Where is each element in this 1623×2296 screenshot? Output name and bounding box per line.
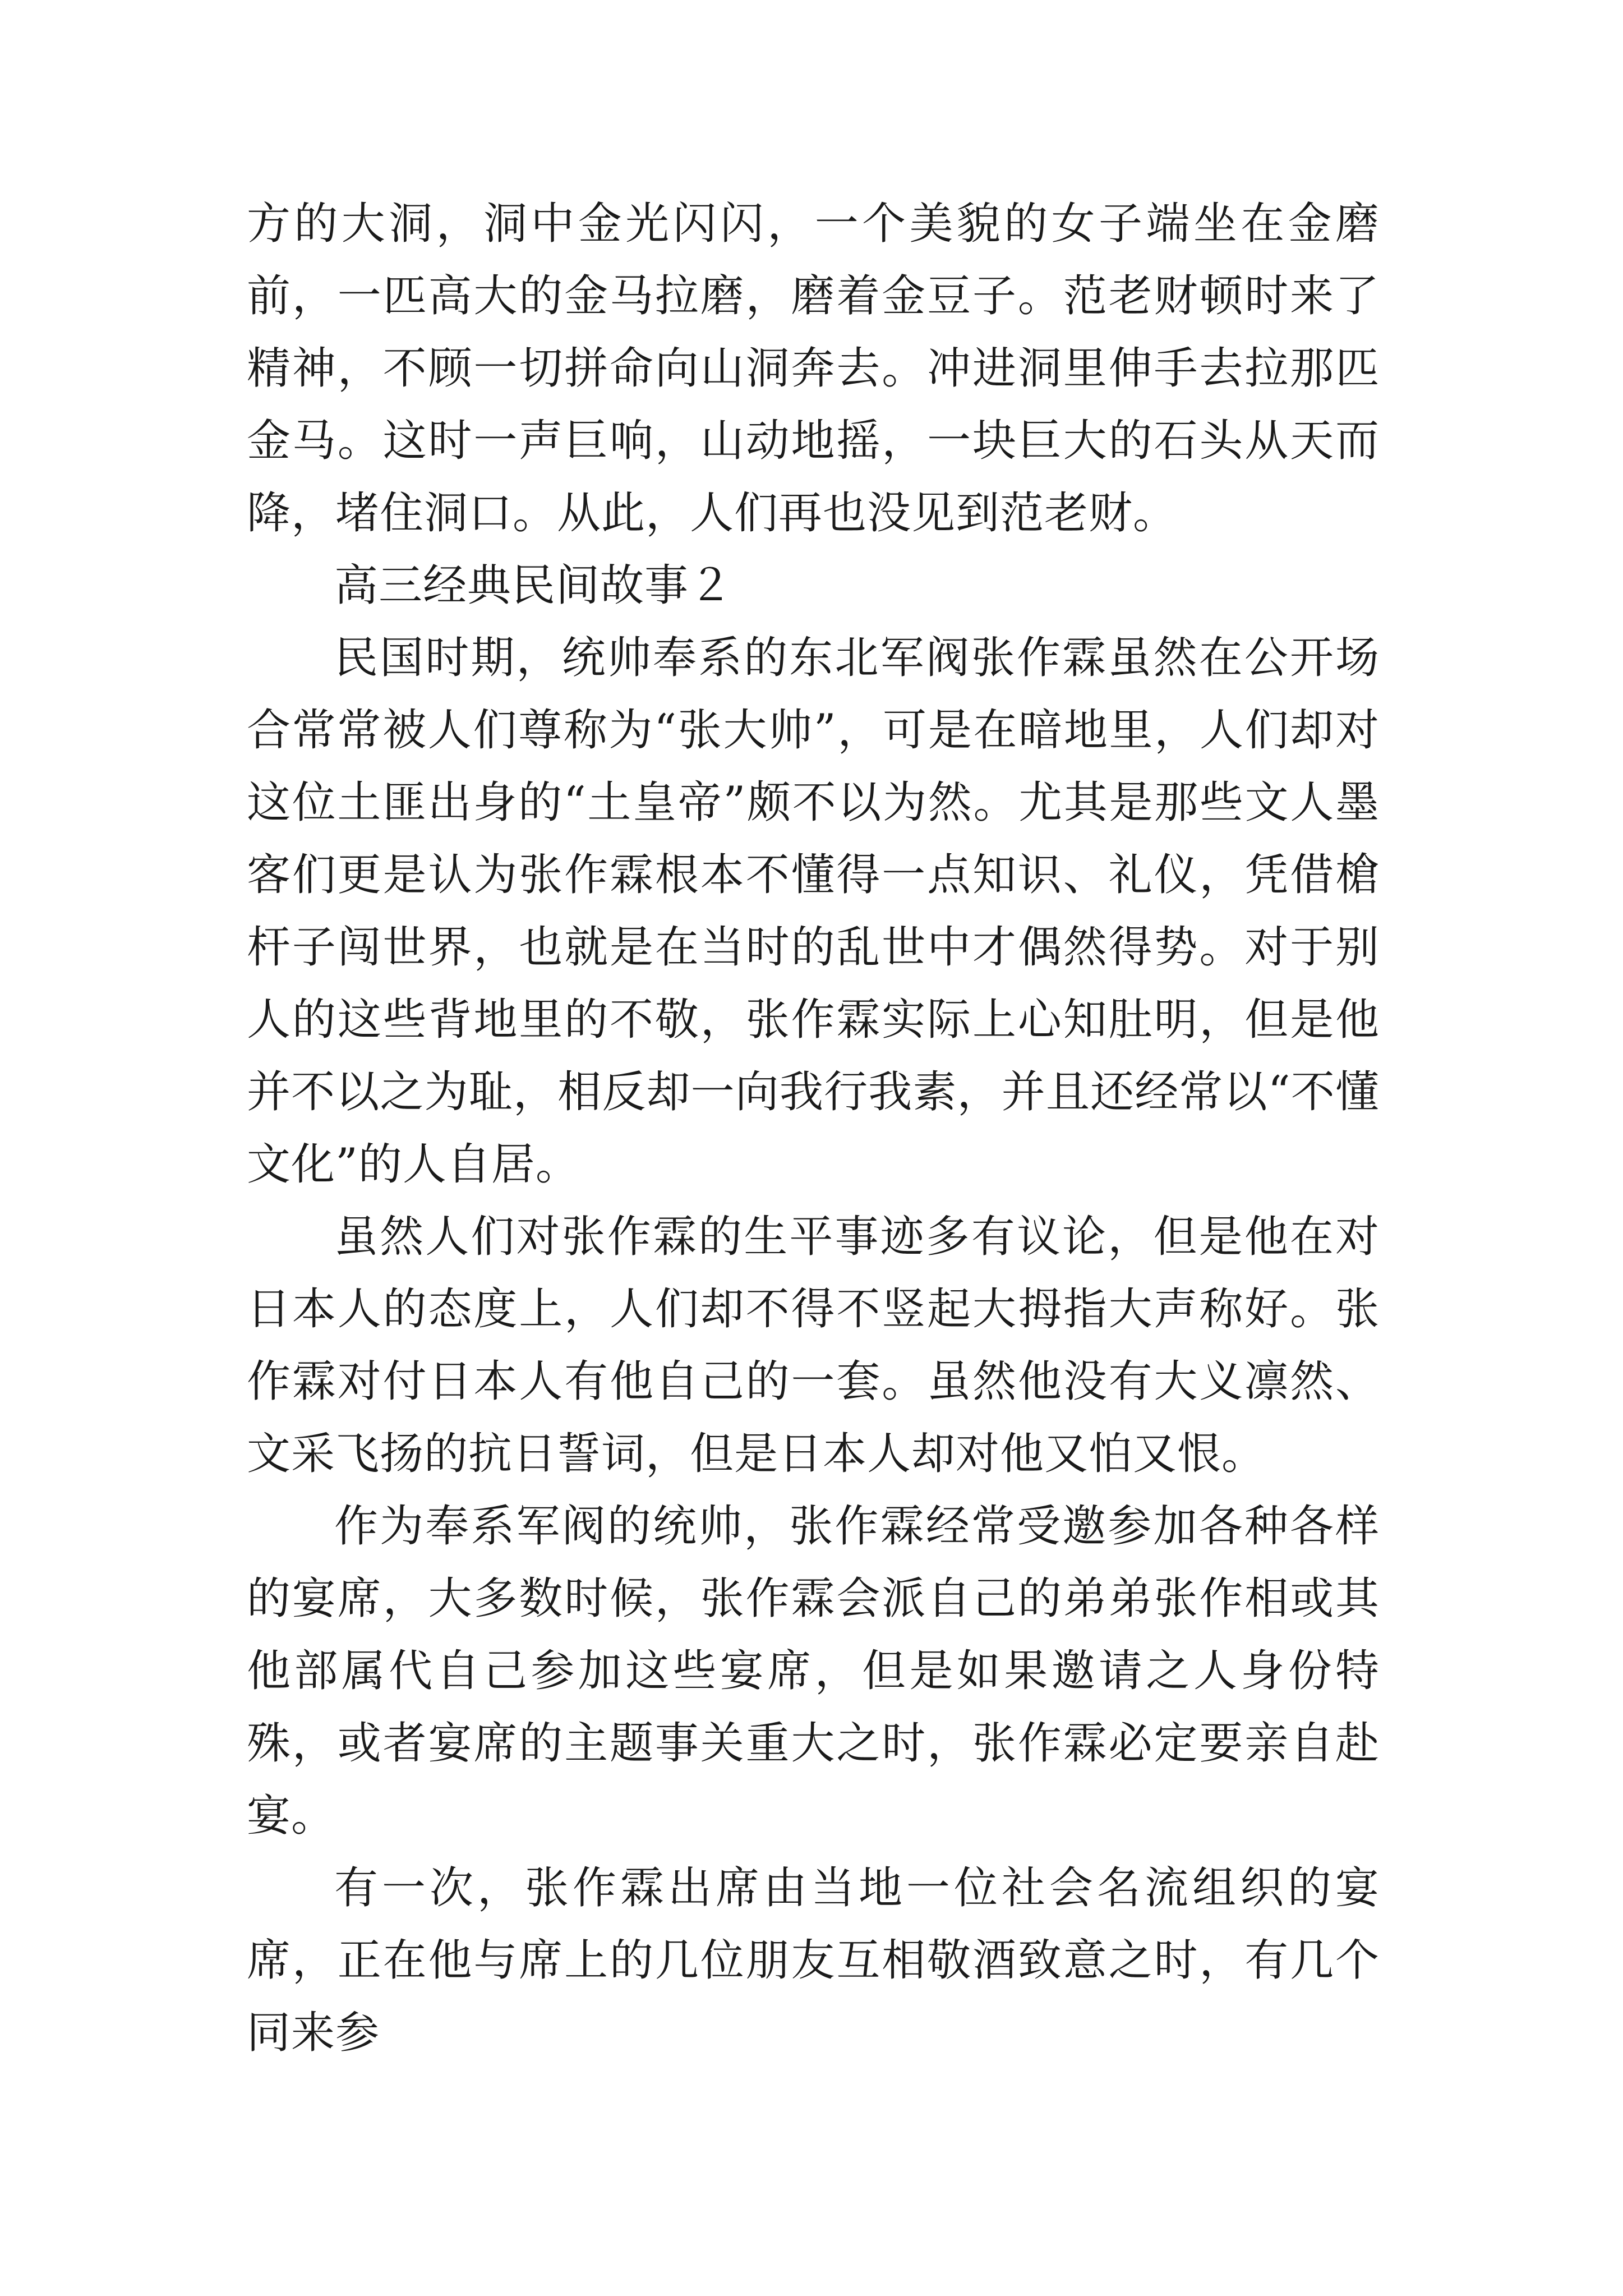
section-heading: 高三经典民间故事２ bbox=[334, 560, 734, 611]
paragraph: 有一次，张作霖出席由当地一位社会名流组织的宴席，正在他与席上的几位朋友互相敬酒致意之时，有几个同来参 bbox=[247, 1863, 1380, 2058]
paragraph: 民国时期，统帅奉系的东北军阀张作霖虽然在公开场合常常被人们尊称为“张大帅”，可是在暗地里，人们却对这位土匪出身的“土皇帝”颇不以为然。尤其是那些文人墨客们更是认为张作霖根本不懂得一点知识、礼仪，凭借槍杆子闯世界，也就是在当时的乱世中才偶然得势。对于别人的这些背地里的不敬，张作霖实际上心知肚明，但是他并不以之为耻，相反却一向我行我素，并且还经常以“不懂文化”的人自居。 bbox=[247, 633, 1380, 1190]
document-body bbox=[247, 188, 1380, 2069]
paragraph: 虽然人们对张作霖的生平事迹多有议论，但是他在对日本人的态度上，人们却不得不竖起大拇指大声称好。张作霖对付日本人有他自己的一套。虽然他没有大义凛然、文采飞扬的抗日誓词，但是日本人却对他又怕又恨。 bbox=[247, 1212, 1380, 1479]
paragraph-continuation: 方的大洞，洞中金光闪闪，一个美貌的女子端坐在金磨前，一匹高大的金马拉磨，磨着金豆子。范老财顿时来了精神，不顾一切拼命向山洞奔去。冲进洞里伸手去拉那匹金马。这时一声巨响，山动地摇，一块巨大的石头从天而降，堵住洞口。从此，人们再也没见到范老财。 bbox=[247, 199, 1380, 539]
paragraph: 作为奉系军阀的统帅，张作霖经常受邀参加各种各样的宴席，大多数时候，张作霖会派自己的弟弟张作相或其他部属代自己参加这些宴席，但是如果邀请之人身份特殊，或者宴席的主题事关重大之时，张作霖必定要亲自赴宴。 bbox=[247, 1501, 1380, 1841]
